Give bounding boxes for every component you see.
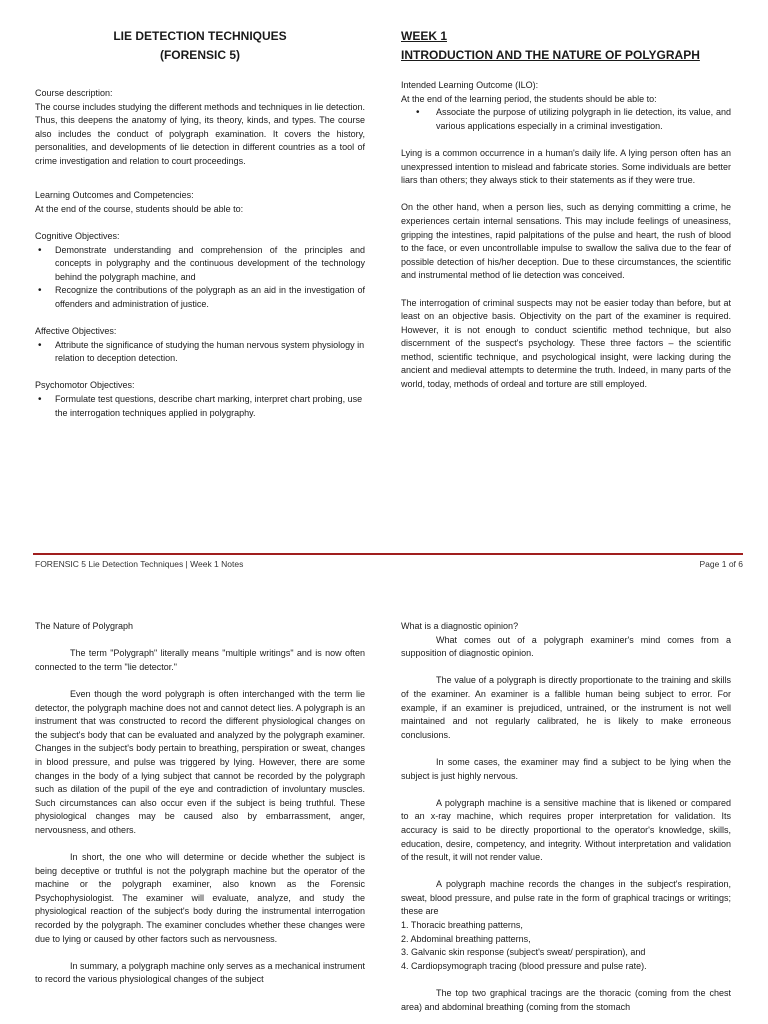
cognitive-item: • Recognize the contributions of the polygraph as an aid in the investigation of offenders and administration of justice. xyxy=(55,284,365,311)
psychomotor-heading: Psychomotor Objectives: xyxy=(35,380,135,391)
paragraph-internal-sensations: On the other hand, when a person lies, such as denying committing a crime, he experiences certain internal sensations. This may include feelings of uneasiness, gripping the intestines, rapid palpitations of the pulse and heart, the rush of blood to the face, or even uncontrollable impulse to swallow the saliva due to the fear of possible detection of his/her deception. Due to these circumstances, the scientific and instrumental method of lie detection was conceived. xyxy=(401,202,731,281)
document-title: LIE DETECTION TECHNIQUES xyxy=(113,29,287,43)
nature-heading: The Nature of Polygraph xyxy=(35,621,134,631)
paragraph-examiner-role: In short, the one who will determine or decide whether the subject is being deceptive or truthful is not the polygraph machine but the operator of the machine or the polygraph examiner, also known as the Forensic Psychophysiologist. The examiner will evaluate, analyze, and study the physiological reaction of the subject's body during the instrumental interrogation recorded by the polygraph. The examiner concludes whether these changes were due to lying or caused by other factors such as nervousness. xyxy=(35,852,365,944)
tracing-item: 2. Abdominal breathing patterns, xyxy=(401,933,531,944)
page2-left-column xyxy=(35,620,365,987)
ilo-item: • Associate the purpose of utilizing polygraph in lie detection, its value, and various applications especially in a criminal investigation. xyxy=(436,106,731,133)
affective-item: • Attribute the significance of studying the human nervous system physiology in relation to deception detection. xyxy=(55,339,365,366)
footer-rule xyxy=(33,553,743,555)
footer-course-label: FORENSIC 5 Lie Detection Techniques | Week 1 Notes xyxy=(35,559,244,569)
diagnostic-heading: What is a diagnostic opinion? xyxy=(401,621,519,631)
week-title: INTRODUCTION AND THE NATURE OF POLYGRAPH xyxy=(401,48,700,62)
paragraph-value-of-polygraph: The value of a polygraph is directly proportionate to the training and skills of the examiner. An examiner is a fallible human being subject to error. For example, if an examiner is prejudiced, untrained, or the instrument is not well maintained and not regularly calibrated, he is likely to make erroneous conclusions. xyxy=(401,675,731,740)
paragraph-sensitive-machine: A polygraph machine is a sensitive machine that is likened or compared to an x-ray machine, which requires proper interpretation for validation. Its accuracy is said to be directly proportional to the operator's knowledge, skills, education, desire, competency, and integrity. Without interpretation and validation of the result, it will not render value. xyxy=(401,797,731,863)
document-subtitle: (FORENSIC 5) xyxy=(159,48,240,62)
footer-page-number: Page 1 of 6 xyxy=(699,559,743,569)
psychomotor-list xyxy=(35,393,365,420)
affective-list xyxy=(35,339,365,366)
course-description-heading: Course description: xyxy=(35,88,113,98)
page1-right-column xyxy=(401,27,731,392)
paragraph-interrogation: The interrogation of criminal suspects may not be easier today than before, but at least on an objective basis. Objectivity on the part of the examiner is required. However, it is not enough to conduct scientific method technique, but also discernment of the suspect's psychology. These three factors – the scientific method, scientific technique, and psychological insight, were lacking during the ancient and medieval attempts to determine the truth. Indeed, in many parts of the world, today, methods of ordeal and torture are still employed. xyxy=(401,297,731,390)
paragraph-polygraph-definition: Even though the word polygraph is often interchanged with the term lie detector, the polygraph machine does not and cannot detect lies. A polygraph is an instrument that was constructed to record the different physiological changes on the subject's body that can be evaluated and analyzed by the polygraph examiner. Changes in the subject's body pertain to breathing, perspiration or sweat, changes in blood pressure, and pulse was triggered by lying. However, there are some changes in the body of a lying subject that cannot be recorded by the polygraph such as dilation of the pupil of the eye and contradiction of involuntary muscles. Such circumstances can also occur even if the subject is being truthful. These physiological changes may be caused also by embarrassment, anger, nervousness, and others. xyxy=(35,688,365,835)
cognitive-item: • Demonstrate understanding and comprehension of the principles and concepts in polygraphy and the continuous development of the technology behind the polygraph machine, and xyxy=(55,244,365,285)
tracing-item: 4. Cardiopsymograph tracing (blood pressure and pulse rate). xyxy=(401,960,647,971)
outcomes-intro: At the end of the course, students should be able to: xyxy=(35,203,244,214)
tracing-item: 3. Galvanic skin response (subject's sweat/ perspiration), and xyxy=(401,947,646,958)
paragraph-diagnostic-opinion: What comes out of a polygraph examiner's mind comes from a supposition of diagnostic opinion. xyxy=(401,634,731,659)
page1-left-column xyxy=(35,27,365,420)
ilo-list xyxy=(401,106,731,133)
affective-heading: Affective Objectives: xyxy=(35,326,117,337)
paragraph-lying: Lying is a common occurrence in a human's daily life. A lying person often has an unexpressed intention to mislead and fabricate stories. Some individuals are better liars than others; they always stick to their statements as if they were true. xyxy=(401,147,731,186)
paragraph-nervous-subject: In some cases, the examiner may find a subject to be lying when the subject is just highly nervous. xyxy=(401,756,731,781)
paragraph-summary: In summary, a polygraph machine only serves as a mechanical instrument to record the various physiological changes of the subject xyxy=(35,960,365,985)
tracings-list xyxy=(401,919,731,973)
paragraph-records-changes: A polygraph machine records the changes in the subject's respiration, sweat, blood pressure, and pulse rate in the form of graphical tracings or writings; these are xyxy=(401,879,731,917)
cognitive-list xyxy=(35,244,365,312)
paragraph-top-tracings: The top two graphical tracings are the thoracic (coming from the chest area) and abdominal breathing (coming from the stomach xyxy=(401,988,731,1012)
psychomotor-item: • Formulate test questions, describe chart marking, interpret chart probing, use the interrogation techniques applied in polygraphy. xyxy=(55,393,365,420)
paragraph-term-polygraph: The term "Polygraph" literally means "multiple writings" and is now often connected to the term "lie detector." xyxy=(35,648,365,672)
cognitive-heading: Cognitive Objectives: xyxy=(35,230,120,241)
ilo-heading: Intended Learning Outcome (ILO): xyxy=(401,80,539,90)
outcomes-heading: Learning Outcomes and Competencies: xyxy=(35,190,194,201)
week-label: WEEK 1 xyxy=(401,29,448,43)
document-page-2 xyxy=(0,600,768,1024)
course-description-text: The course includes studying the different methods and techniques in lie detection. Thus, this deepens the anatomy of lying, its theory, kinds, and types. The course also includes the conduct of polygraph examination. It covers the history, personalities, and developments of lie detection in different countries as a tool of crime investigation and relation to court proceedings. xyxy=(35,101,365,166)
page2-right-column xyxy=(401,620,731,1014)
ilo-intro: At the end of the learning period, the students should be able to: xyxy=(401,93,657,104)
tracing-item: 1. Thoracic breathing patterns, xyxy=(401,920,523,931)
